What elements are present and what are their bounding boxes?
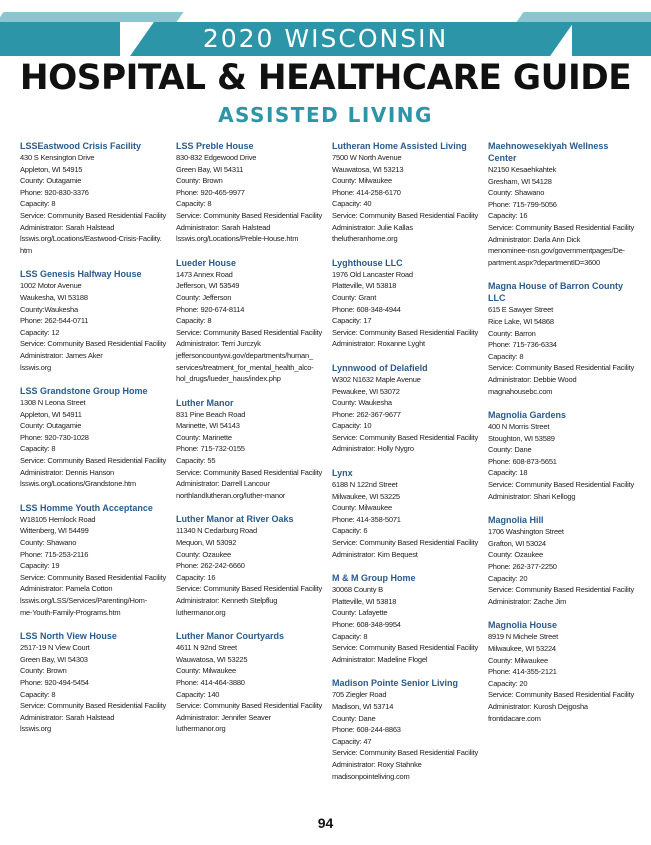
- facility-detail-line: Service: Community Based Residential Facility: [488, 690, 635, 700]
- facility-detail-line: Capacity: 16: [488, 211, 528, 221]
- facility-detail-line: Phone: 920-674-8114: [176, 304, 245, 314]
- facility-detail-line: 1473 Annex Road: [176, 269, 233, 279]
- facility-detail-line: Phone: 414-258-6170: [332, 187, 401, 197]
- facility-detail-line: Capacity: 20: [488, 678, 528, 688]
- page-title: HOSPITAL & HEALTHCARE GUIDE: [19, 58, 632, 98]
- banner-accent-stripe: [0, 12, 184, 22]
- facility-detail-line: Capacity: 55: [176, 456, 216, 466]
- facility-detail-line: me-Youth-Family-Programs.htm: [20, 607, 121, 617]
- facility-detail-line: Service: Community Based Residential Facility: [332, 210, 479, 220]
- facility-detail-line: Capacity: 19: [20, 561, 60, 571]
- facility-detail-line: Administrator: Pamela Cotton: [20, 584, 113, 594]
- facility-detail-line: Service: Community Based Residential Facility: [332, 643, 479, 653]
- facility-detail-line: County: Dane: [488, 445, 532, 455]
- facility-name: Luther Manor at River Oaks: [176, 514, 294, 525]
- facility-detail-line: Administrator: Zache Jim: [488, 596, 567, 606]
- facility-detail-line: Capacity: 8: [20, 689, 56, 699]
- facility-detail-line: Service: Community Based Residential Facility: [488, 585, 635, 595]
- facility-entry: [20, 630, 170, 735]
- section-title: ASSISTED LIVING: [218, 103, 433, 127]
- header-banner: [0, 0, 651, 56]
- facility-detail-line: Service: Community Based Residential Facility: [332, 538, 479, 548]
- facility-name: LSS North View House: [20, 631, 117, 642]
- facility-detail-line: County: Milwaukee: [332, 176, 392, 186]
- facility-detail-line: 8919 N Michele Street: [488, 632, 559, 642]
- facility-detail-line: lsswis.org/Locations/Grandstone.htm: [20, 479, 136, 489]
- facility-detail-line: Madison, WI 53714: [332, 701, 394, 711]
- facility-detail-line: Service: Community Based Residential Facility: [176, 467, 323, 477]
- facility-entry: [176, 140, 326, 245]
- facility-detail-line: N2150 Kesaehkahtek: [488, 165, 557, 174]
- facility-detail-line: County: Ozaukee: [488, 550, 543, 560]
- facility-name: Lynnwood of Delafield: [332, 362, 428, 373]
- facility-detail-line: Waukesha, WI 53188: [20, 292, 88, 302]
- facility-detail-line: Phone: 920-730-1028: [20, 432, 89, 442]
- facility-detail-line: Administrator: Darla Ann Dick: [488, 234, 581, 244]
- facility-detail-line: County: Outagamie: [20, 421, 82, 431]
- facility-detail-line: Service: Community Based Residential Facility: [488, 363, 635, 373]
- facility-detail-line: 4611 N 92nd Street: [176, 643, 237, 653]
- facility-detail-line: 831 Pine Beach Road: [176, 409, 246, 419]
- facility-detail-line: htm: [20, 245, 32, 255]
- facility-detail-line: Administrator: Sarah Halstead: [20, 712, 115, 722]
- facility-detail-line: County:Waukesha: [20, 304, 79, 314]
- facility-detail-line: County: Milwaukee: [176, 666, 236, 676]
- facility-detail-line: Mequon, WI 53092: [176, 538, 237, 548]
- facility-detail-line: Marinette, WI 54143: [176, 421, 240, 431]
- facility-name: Magna House of Barron County LLC: [488, 281, 624, 304]
- facility-entry: [20, 385, 170, 490]
- facility-detail-line: Wittenberg, WI 54499: [20, 526, 89, 536]
- facility-detail-line: Administrator: Kurosh Dejgosha: [488, 701, 588, 711]
- facility-detail-line: Phone: 608-873-5651: [488, 456, 557, 466]
- facility-entry: [176, 513, 326, 618]
- facility-name: Maehnowesekiyah Wellness Center: [488, 141, 609, 163]
- facility-detail-line: Stoughton, WI 53589: [488, 433, 555, 443]
- facility-detail-line: 1706 Washington Street: [488, 527, 564, 537]
- facility-detail-line: 1976 Old Lancaster Road: [332, 269, 413, 279]
- facility-name: LSS Grandstone Group Home: [20, 386, 148, 397]
- facility-detail-line: W302 N1632 Maple Avenue: [332, 374, 421, 384]
- facility-detail-line: Phone: 262-377-2250: [488, 562, 557, 572]
- facility-detail-line: 830-832 Edgewood Drive: [176, 153, 257, 162]
- facility-detail-line: Administrator: Jennifer Seaver: [176, 712, 271, 722]
- facility-detail-line: Wauwatosa, WI 53225: [176, 654, 248, 664]
- facility-detail-line: 6188 N 122nd Street: [332, 480, 398, 490]
- facility-entry: [488, 514, 638, 607]
- facility-detail-line: Service: Community Based Residential Facility: [176, 210, 323, 220]
- facility-detail-line: Phone: 608-348-9954: [332, 620, 401, 629]
- directory-column: [488, 140, 638, 736]
- facility-detail-line: Phone: 414-358-5071: [332, 514, 401, 524]
- facility-detail-line: 2517-19 N View Court: [20, 643, 90, 653]
- facility-entry: [332, 572, 482, 665]
- facility-detail-line: Phone: 920-830-3376: [20, 187, 89, 197]
- facility-detail-line: Phone: 414-355-2121: [488, 667, 557, 677]
- facility-detail-line: Capacity: 140: [176, 689, 220, 699]
- facility-name: LSS Homme Youth Acceptance: [20, 502, 153, 513]
- facility-detail-line: lsswis.org: [20, 724, 51, 734]
- facility-detail-line: frontidacare.com: [488, 713, 541, 723]
- facility-detail-line: Milwaukee, WI 53225: [332, 491, 400, 501]
- facility-entry: [20, 140, 170, 256]
- facility-detail-line: Milwaukee, WI 53224: [488, 644, 556, 653]
- facility-detail-line: Rice Lake, WI 54868: [488, 316, 554, 326]
- facility-detail-line: Capacity: 20: [488, 573, 528, 583]
- facility-detail-line: jeffersoncountywi.gov/departments/human_: [176, 350, 313, 360]
- facility-detail-line: luthermanor.org: [176, 724, 226, 734]
- facility-detail-line: Administrator: Darrell Lancour: [176, 479, 270, 489]
- facility-detail-line: Capacity: 18: [488, 468, 528, 478]
- facility-detail-line: Green Bay, WI 54303: [20, 654, 88, 664]
- facility-detail-line: luthermanor.org: [176, 607, 226, 617]
- facility-detail-line: Service: Community Based Residential Facility: [20, 210, 167, 220]
- facility-detail-line: Administrator: Julie Kallas: [332, 222, 413, 232]
- facility-detail-line: thelutheranhome.org: [332, 234, 398, 244]
- facility-detail-line: lsswis.org: [20, 362, 51, 372]
- facility-detail-line: menominee-nsn.gov/governmentpages/De-: [488, 246, 625, 256]
- facility-detail-line: 615 E Sawyer Street: [488, 305, 553, 315]
- facility-detail-line: County: Waukesha: [332, 398, 392, 408]
- facility-entry: [176, 397, 326, 502]
- facility-detail-line: Administrator: Kenneth Stelpflug: [176, 596, 278, 605]
- facility-entry: [488, 280, 638, 397]
- facility-detail-line: 30068 County B: [332, 585, 383, 595]
- facility-detail-line: Capacity: 12: [20, 327, 60, 337]
- facility-detail-line: County: Milwaukee: [332, 503, 392, 513]
- facility-detail-line: Platteville, WI 53818: [332, 281, 397, 291]
- facility-detail-line: services/treatment_for_mental_health_alco-: [176, 362, 314, 372]
- facility-entry: [176, 630, 326, 735]
- facility-detail-line: Administrator: Roxy Stahnke: [332, 759, 422, 769]
- facility-detail-line: Capacity: 6: [332, 526, 368, 536]
- facility-name: Luther Manor Courtyards: [176, 631, 285, 642]
- facility-detail-line: Phone: 262-367-9677: [332, 409, 401, 419]
- facility-detail-line: County: Shawano: [488, 188, 545, 198]
- facility-detail-line: Capacity: 8: [332, 631, 368, 641]
- facility-name: Madison Pointe Senior Living: [332, 678, 459, 689]
- facility-detail-line: Gresham, WI 54128: [488, 176, 552, 186]
- facility-entry: [176, 257, 326, 385]
- facility-detail-line: hol_drugs/lueder_haus/index.php: [176, 374, 281, 384]
- facility-entry: [332, 362, 482, 455]
- facility-detail-line: Phone: 715-253-2116: [20, 549, 89, 559]
- facility-detail-line: W18105 Hemlock Road: [20, 514, 96, 524]
- facility-detail-line: Capacity: 10: [332, 421, 372, 431]
- facility-detail-line: Capacity: 8: [176, 199, 212, 209]
- banner-title: 2020 WISCONSIN: [202, 24, 449, 53]
- facility-detail-line: Phone: 608-244-8863: [332, 725, 401, 735]
- facility-name: Luther Manor: [176, 397, 234, 408]
- facility-detail-line: Wauwatosa, WI 53213: [332, 164, 404, 174]
- facility-detail-line: Administrator: Dennis Hanson: [20, 467, 115, 477]
- facility-detail-line: Service: Community Based Residential Facility: [20, 456, 167, 466]
- facility-detail-line: Jefferson, WI 53549: [176, 281, 240, 291]
- facility-detail-line: County: Outagamie: [20, 176, 82, 186]
- facility-detail-line: County: Ozaukee: [176, 549, 231, 559]
- facility-detail-line: County: Marinette: [176, 432, 232, 442]
- facility-entry: [20, 268, 170, 373]
- page-number: 94: [317, 815, 334, 831]
- facility-detail-line: County: Shawano: [20, 538, 77, 548]
- facility-entry: [20, 502, 170, 618]
- facility-detail-line: lsswis.org/LSS/Services/Parenting/Hom-: [20, 596, 148, 605]
- facility-name: Lueder House: [176, 257, 237, 268]
- facility-detail-line: Administrator: Shari Kellogg: [488, 491, 576, 501]
- facility-detail-line: 1308 N Leona Street: [20, 398, 86, 408]
- facility-detail-line: 430 S Kensington Drive: [20, 153, 95, 162]
- facility-name: LSS Preble House: [176, 141, 254, 151]
- directory-column: [20, 140, 170, 747]
- facility-detail-line: Capacity: 8: [488, 351, 524, 361]
- facility-detail-line: Administrator: Kim Bequest: [332, 549, 418, 559]
- facility-entry: [488, 409, 638, 502]
- facility-detail-line: Administrator: Debbie Wood: [488, 374, 577, 384]
- facility-detail-line: Service: Community Based Residential Facility: [176, 327, 323, 337]
- facility-detail-line: madisonpointeliving.com: [332, 771, 410, 781]
- facility-detail-line: Phone: 715-736-6334: [488, 340, 557, 350]
- facility-detail-line: County: Lafayette: [332, 608, 388, 618]
- facility-detail-line: Service: Community Based Residential Facility: [488, 222, 635, 232]
- facility-detail-line: Administrator: Madeline Flogel: [332, 654, 428, 664]
- facility-detail-line: Platteville, WI 53818: [332, 596, 397, 606]
- facility-detail-line: Service: Community Based Residential Facility: [332, 432, 479, 442]
- facility-detail-line: Service: Community Based Residential Facility: [488, 480, 635, 490]
- facility-detail-line: County: Grant: [332, 292, 377, 302]
- facility-name: M & M Group Home: [332, 573, 416, 584]
- banner-accent-stripe: [516, 12, 651, 22]
- facility-detail-line: Service: Community Based Residential Facility: [332, 327, 479, 337]
- facility-detail-line: Appleton, WI 54911: [20, 409, 82, 419]
- facility-detail-line: Phone: 715-732-0155: [176, 444, 245, 454]
- facility-detail-line: Phone: 262-544-0711: [20, 316, 89, 326]
- facility-detail-line: Phone: 262-242-6660: [176, 561, 245, 571]
- facility-detail-line: County: Jefferson: [176, 292, 232, 302]
- facility-name: Magnolia House: [488, 620, 558, 631]
- facility-detail-line: Capacity: 40: [332, 199, 372, 209]
- facility-detail-line: County: Barron: [488, 328, 536, 338]
- facility-detail-line: County: Brown: [176, 176, 223, 186]
- facility-detail-line: Administrator: Holly Nygro: [332, 444, 414, 454]
- directory-listing: [20, 140, 640, 800]
- facility-detail-line: Administrator: Sarah Halstead: [20, 222, 115, 232]
- facility-detail-line: Service: Community Based Residential Facility: [176, 584, 323, 594]
- facility-detail-line: 7500 W North Avenue: [332, 153, 402, 162]
- facility-detail-line: Capacity: 8: [20, 444, 56, 454]
- facility-entry: [332, 467, 482, 560]
- facility-detail-line: Green Bay, WI 54311: [176, 164, 244, 174]
- facility-detail-line: Administrator: Sarah Halstead: [176, 222, 271, 232]
- facility-detail-line: Pewaukee, WI 53072: [332, 386, 400, 396]
- facility-name: Lutheran Home Assisted Living: [332, 141, 467, 151]
- facility-detail-line: northlandlutheran.org/luther-manor: [176, 490, 286, 500]
- facility-detail-line: Capacity: 8: [20, 199, 56, 209]
- facility-detail-line: Grafton, WI 53024: [488, 538, 546, 548]
- facility-detail-line: County: Brown: [20, 666, 67, 676]
- facility-detail-line: 1002 Motor Avenue: [20, 281, 82, 291]
- facility-detail-line: Capacity: 17: [332, 316, 372, 326]
- facility-detail-line: Service: Community Based Residential Facility: [20, 572, 167, 582]
- facility-name: LSS Genesis Halfway House: [20, 269, 142, 280]
- facility-name: LSSEastwood Crisis Facility: [20, 141, 142, 151]
- facility-name: Lyghthouse LLC: [332, 257, 403, 268]
- facility-detail-line: Administrator: James Aker: [20, 350, 103, 360]
- facility-detail-line: Phone: 920-465-9977: [176, 187, 245, 197]
- facility-entry: [332, 257, 482, 350]
- directory-column: [332, 140, 482, 794]
- facility-name: Magnolia Gardens: [488, 410, 567, 421]
- facility-detail-line: Administrator: Terri Jurczyk: [176, 339, 261, 349]
- facility-detail-line: Capacity: 47: [332, 736, 372, 746]
- facility-detail-line: Phone: 414-464-3880: [176, 677, 245, 687]
- facility-detail-line: partment.aspx?departmentID=3600: [488, 257, 600, 267]
- facility-entry: [488, 619, 638, 724]
- facility-detail-line: Phone: 608-348-4944: [332, 304, 401, 314]
- facility-detail-line: Administrator: Roxanne Lyght: [332, 339, 425, 349]
- facility-name: Lynx: [332, 468, 353, 479]
- facility-detail-line: County: Dane: [332, 713, 376, 723]
- facility-detail-line: lsswis.org/Locations/Eastwood-Crisis-Facility.: [20, 234, 162, 244]
- facility-detail-line: Phone: 715-799-5056: [488, 199, 557, 209]
- facility-detail-line: 11340 N Cedarburg Road: [176, 526, 257, 536]
- facility-detail-line: magnahousebc.com: [488, 386, 553, 396]
- facility-entry: [488, 140, 638, 268]
- facility-detail-line: Phone: 920-494-5454: [20, 677, 89, 687]
- facility-entry: [332, 140, 482, 245]
- facility-detail-line: 705 Ziegler Road: [332, 690, 387, 700]
- facility-detail-line: Service: Community Based Residential Facility: [20, 339, 167, 349]
- facility-detail-line: Service: Community Based Residential Facility: [332, 748, 479, 758]
- directory-column: [176, 140, 326, 747]
- facility-detail-line: lsswis.org/Locations/Preble-House.htm: [176, 234, 299, 244]
- facility-detail-line: Service: Community Based Residential Facility: [20, 701, 167, 711]
- facility-detail-line: County: Milwaukee: [488, 655, 548, 665]
- facility-detail-line: Capacity: 16: [176, 572, 216, 582]
- facility-detail-line: Capacity: 8: [176, 316, 212, 326]
- facility-detail-line: Appleton, WI 54915: [20, 164, 83, 174]
- facility-entry: [332, 677, 482, 782]
- facility-detail-line: Service: Community Based Residential Facility: [176, 701, 323, 711]
- facility-name: Magnolia Hill: [488, 515, 544, 526]
- facility-detail-line: 400 N Morris Street: [488, 422, 550, 432]
